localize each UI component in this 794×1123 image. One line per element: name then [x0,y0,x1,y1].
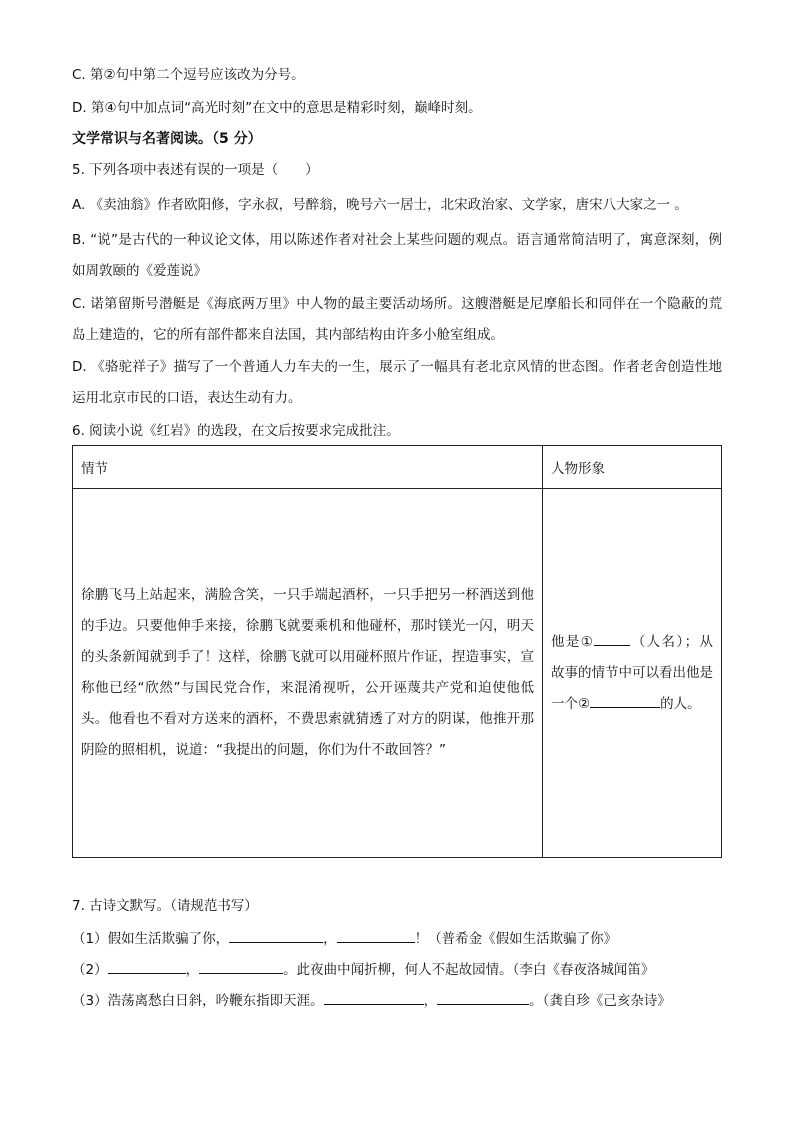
q7-line-1 [72,928,617,949]
plot-excerpt: 徐鹏飞马上站起来，满脸含笑，一只手端起酒杯，一只手把另一杯酒送到他的手边。只要他伸手来接，徐鹏飞就要乘机和他碰杯，那时镁光一闪，明天的头条新闻就到手了！这样，徐鹏飞就可以用碰杯照片作证，捏造事实，宣称他已经“欣然”与国民党合作，来混淆视听，公开诬蔑共产党和迫使他低头。他看也不看对方送来的酒杯，不费思索就猜透了对方的阴谋，他推开那阴险的照相机，说道：“我提出的问题，你们为什不敢回答？” [81,587,534,758]
blank-name[interactable] [594,631,630,646]
question-5-stem: 5. 下列各项中表述有误的一项是（ ） [72,162,319,178]
option-c-previous: C. 第②句中第二个逗号应该改为分号。 [72,67,305,83]
question-7-stem: 7. 古诗文默写。（请规范书写） [72,898,258,914]
q7-2-blank-a[interactable] [108,959,186,974]
char-text-1: 他是① [551,633,595,650]
q7-1-comma: ， [323,931,337,947]
header-plot: 情节 [73,446,543,489]
q7-2-text: （2） [72,962,108,978]
q7-1-blank-b[interactable] [337,928,415,943]
question-5-option-d: D. 《骆驼祥子》描写了一个普通人力车夫的一生，展示了一幅具有老北京风情的世态图。作者老舍创造性地运用北京市民的口语，表达生动有力。 [72,359,722,406]
q7-2-blank-b[interactable] [199,959,283,974]
annotation-table [72,445,722,858]
q7-line-3 [72,990,671,1011]
q7-1-text: （1）假如生活欺骗了你， [72,931,230,947]
q7-3-blank-a[interactable] [324,990,424,1005]
q7-line-2 [72,959,654,980]
section-heading: 文学常识与名著阅读。（5 分） [72,131,262,147]
q7-2-source: 。此夜曲中闻折柳，何人不起故园情。（李白《春夜洛城闻笛》 [283,962,655,978]
q7-3-text: （3）浩荡离愁白日斜，吟鞭东指即天涯。 [72,993,324,1009]
char-text-2: （人名）；从故事的情节中可以看出他是一个② [551,633,714,712]
character-cell [543,489,722,858]
q7-3-comma: ， [423,993,438,1009]
q7-3-blank-b[interactable] [437,990,529,1005]
q7-1-blank-a[interactable] [229,928,323,943]
header-character: 人物形象 [543,446,722,489]
char-text-3: 的人。 [660,695,701,712]
q7-3-source: 。（龚自珍《己亥杂诗》 [529,993,671,1009]
question-5-option-a: A. 《卖油翁》作者欧阳修，字永叔，号醉翁，晚号六一居士，北宋政治家、文学家，唐宋八大家之一 。 [72,197,688,213]
question-5-option-b: B. “说”是古代的一种议论文体，用以陈述作者对社会上某些问题的观点。语言通常简洁明了，寓意深刻，例如周敦颐的《爱莲说》 [72,232,722,279]
q7-2-comma: ， [185,962,200,978]
character-answer [551,627,713,720]
option-d-previous: D. 第④句中加点词“高光时刻”在文中的意思是精彩时刻，巅峰时刻。 [72,100,482,116]
question-5-option-c: C. 诺第留斯号潜艇是《海底两万里》中人物的最主要活动场所。这艘潜艇是尼摩船长和同伴在一个隐蔽的荒岛上建造的，它的所有部件都来自法国，其内部结构由许多小舱室组成。 [72,296,722,343]
plot-cell [73,489,543,858]
q7-1-source: ！（普希金《假如生活欺骗了你》 [414,931,618,947]
blank-trait[interactable] [590,693,660,708]
question-6-stem: 6. 阅读小说《红岩》的选段，在文后按要求完成批注。 [72,423,400,439]
